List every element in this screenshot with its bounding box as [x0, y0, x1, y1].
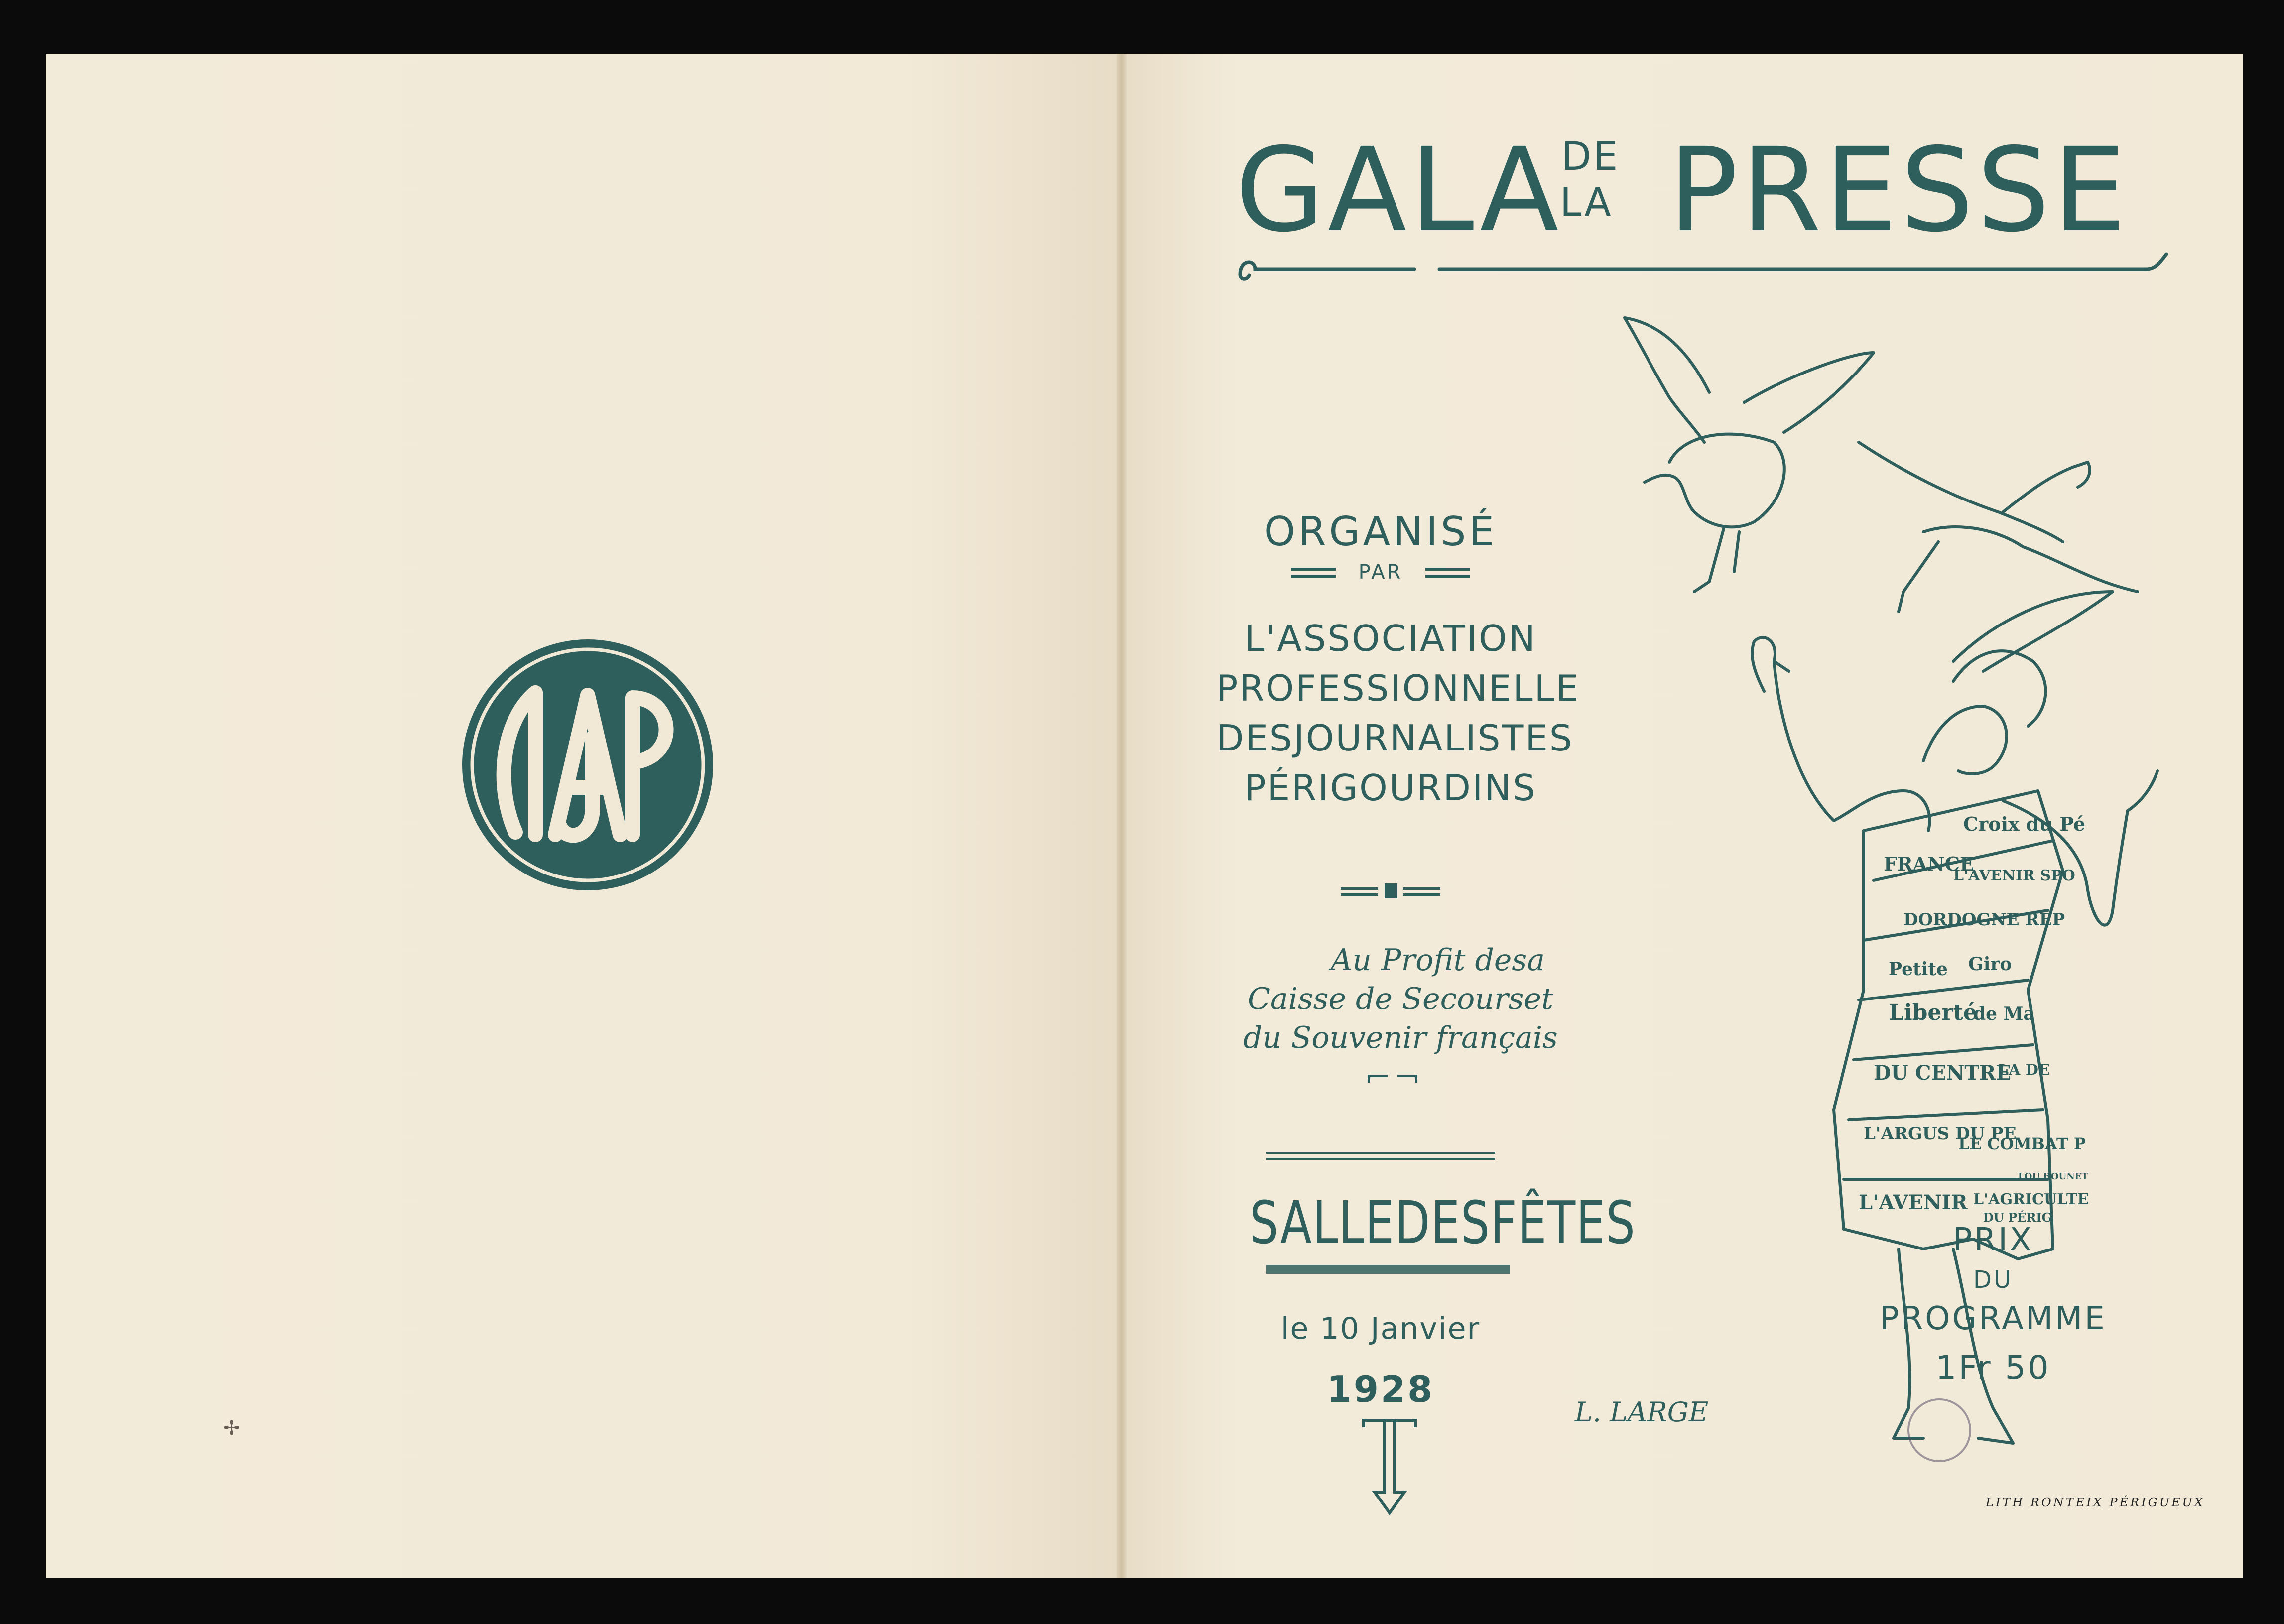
price-label-line-2: DU [1973, 1266, 2014, 1294]
newspaper-label: Liberté [1889, 1000, 1977, 1025]
title-gala: GALA [1235, 123, 1562, 257]
newspaper-label: L'AVENIR [1859, 1191, 1968, 1214]
price-block [1854, 1224, 2133, 1396]
front-cover [1127, 54, 2243, 1578]
newspaper-label: DU CENTRE [1874, 1061, 2011, 1085]
anchor-ornament-icon [1360, 1417, 1419, 1517]
newspaper-label: L'ARGUS DU PE [1864, 1124, 2017, 1144]
newspaper-label: L'AVENIR SPO [1953, 867, 2075, 884]
newspaper-label: Petite [1889, 959, 1948, 980]
venue-rule-bottom [1266, 1265, 1510, 1274]
newspaper-label: FRANCE [1884, 853, 1974, 875]
library-stamp [1907, 1398, 1971, 1462]
title-de: DE [1561, 134, 1620, 179]
newspaper-label: LOU BOUNET [2018, 1171, 2088, 1182]
par-label: PAR [1358, 561, 1403, 584]
newspaper-label: Croix du Pé [1963, 813, 2086, 835]
association-monogram [461, 638, 715, 892]
artist-signature: L. LARGE [1575, 1396, 1709, 1428]
title-underline-ornament [1235, 250, 2171, 290]
association-line-4: PÉRIGOURDINS [1244, 767, 1537, 809]
price-amount: 1Fr 50 [1935, 1349, 2051, 1387]
association-line-2: PROFESSIONNELLE [1216, 667, 1580, 709]
profit-line-3: du Souvenir français [1243, 1020, 1558, 1055]
ink-speck-mark: ✢ [223, 1417, 240, 1440]
event-year: 1928 [1326, 1369, 1435, 1410]
price-label-line-3: PROGRAMME [1880, 1300, 2107, 1337]
newspaper-label: L'AGRICULTE [1973, 1191, 2089, 1208]
newspaper-label: LE COMBAT P [1958, 1134, 2086, 1153]
organise-heading: ORGANISÉ [1264, 508, 1498, 555]
venue-rule-top [1266, 1152, 1495, 1161]
leaflet-sheet [46, 54, 2243, 1578]
venue-title: SALLEDESFÊTES [1250, 1188, 1636, 1257]
monogram-emblem-icon [461, 638, 715, 892]
profit-line-1: Au Profit desa [1331, 943, 1545, 978]
divider-ornament-2 [1368, 1075, 1417, 1085]
newspaper-label: DU PÉRIG [1983, 1210, 2052, 1225]
back-cover [46, 54, 1119, 1578]
par-line [1291, 561, 1470, 586]
printer-credit: LITH RONTEIX PÉRIGUEUX [1986, 1496, 2205, 1509]
newspaper-label: DORDOGNE REP [1903, 910, 2065, 930]
center-fold [1117, 54, 1127, 1578]
divider-ornament-1 [1341, 882, 1440, 902]
newspaper-label: de Ma [1973, 1003, 2035, 1024]
title-presse: PRESSE [1668, 123, 2129, 257]
association-line-3: DESJOURNALISTES [1216, 717, 1574, 759]
newspaper-label: LA DE [1998, 1061, 2050, 1079]
profit-line-2: Caisse de Secourset [1247, 982, 1554, 1016]
price-label-line-1: PRIX [1953, 1222, 2033, 1258]
title-la: LA [1560, 180, 1613, 225]
newspaper-label: Giro [1968, 954, 2012, 975]
association-line-1: L'ASSOCIATION [1244, 618, 1537, 659]
event-date: le 10 Janvier [1280, 1311, 1481, 1346]
